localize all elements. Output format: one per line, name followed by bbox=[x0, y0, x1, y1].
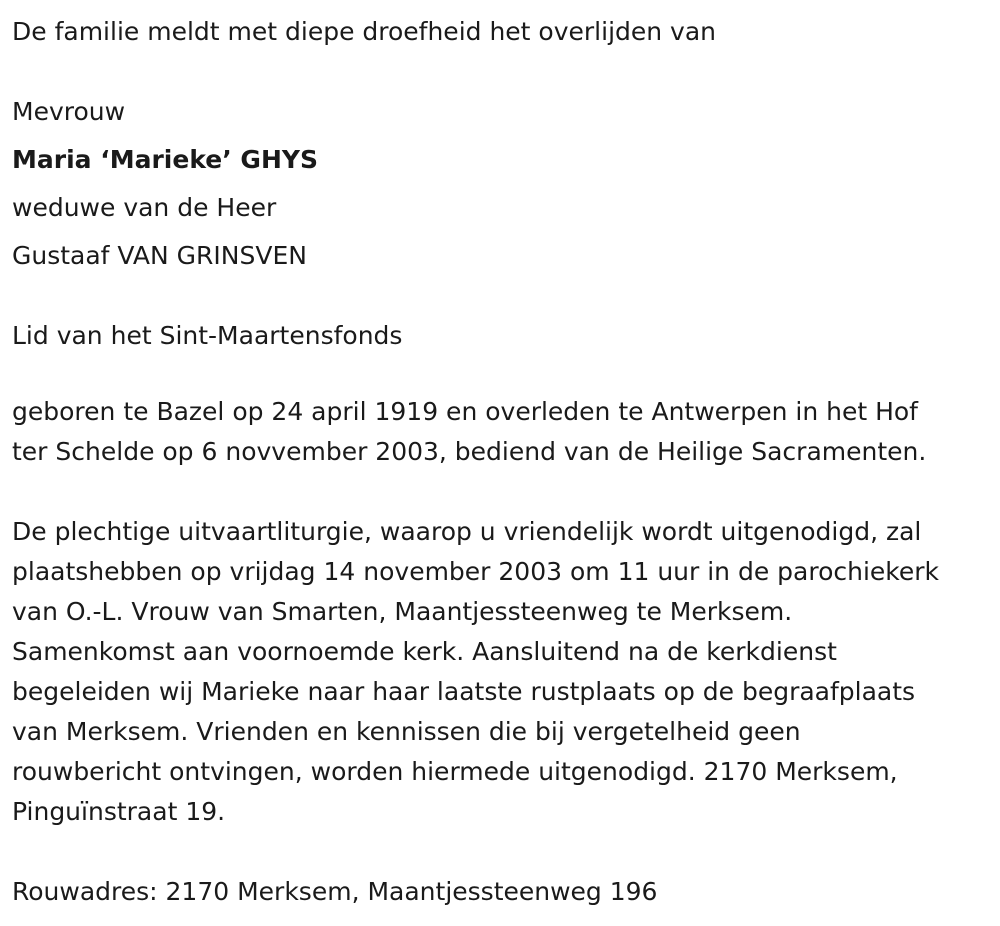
birth-death-paragraph bbox=[12, 392, 988, 472]
spacer bbox=[12, 832, 988, 872]
spacer bbox=[12, 56, 988, 88]
spouse-prefix: weduwe van de Heer bbox=[12, 193, 277, 222]
honorific-title: Mevrouw bbox=[12, 97, 126, 126]
funeral-line: begeleiden wij Marieke naar haar laatste rustplaats op de begraafplaats bbox=[12, 677, 916, 706]
birth-death-line: geboren te Bazel op 24 april 1919 en overleden te Antwerpen in het Hof bbox=[12, 397, 918, 426]
intro-text: De familie meldt met diepe droefheid het overlijden van bbox=[12, 17, 717, 46]
funeral-line: van Merksem. Vrienden en kennissen die bij vergetelheid geen bbox=[12, 717, 801, 746]
membership-text: Lid van het Sint-Maartensfonds bbox=[12, 321, 403, 350]
mourning-address: Rouwadres: 2170 Merksem, Maantjessteenweg 196 bbox=[12, 877, 658, 906]
funeral-paragraph bbox=[12, 512, 988, 832]
funeral-line: van O.-L. Vrouw van Smarten, Maantjessteenweg te Merksem. bbox=[12, 597, 793, 626]
deceased-name: Maria ‘Marieke’ GHYS bbox=[12, 145, 318, 174]
funeral-line: rouwbericht ontvingen, worden hiermede uitgenodigd. 2170 Merksem, bbox=[12, 757, 898, 786]
birth-death-line: ter Schelde op 6 novvember 2003, bediend van de Heilige Sacramenten. bbox=[12, 437, 927, 466]
spacer bbox=[12, 280, 988, 312]
spouse-name: Gustaaf VAN GRINSVEN bbox=[12, 241, 307, 270]
funeral-line: Samenkomst aan voornoemde kerk. Aansluitend na de kerkdienst bbox=[12, 637, 837, 666]
funeral-line: plaatshebben op vrijdag 14 november 2003 om 11 uur in de parochiekerk bbox=[12, 557, 940, 586]
funeral-line: De plechtige uitvaartliturgie, waarop u vriendelijk wordt uitgenodigd, zal bbox=[12, 517, 922, 546]
spacer bbox=[12, 472, 988, 512]
spacer bbox=[12, 360, 988, 392]
funeral-line: Pinguïnstraat 19. bbox=[12, 797, 226, 826]
